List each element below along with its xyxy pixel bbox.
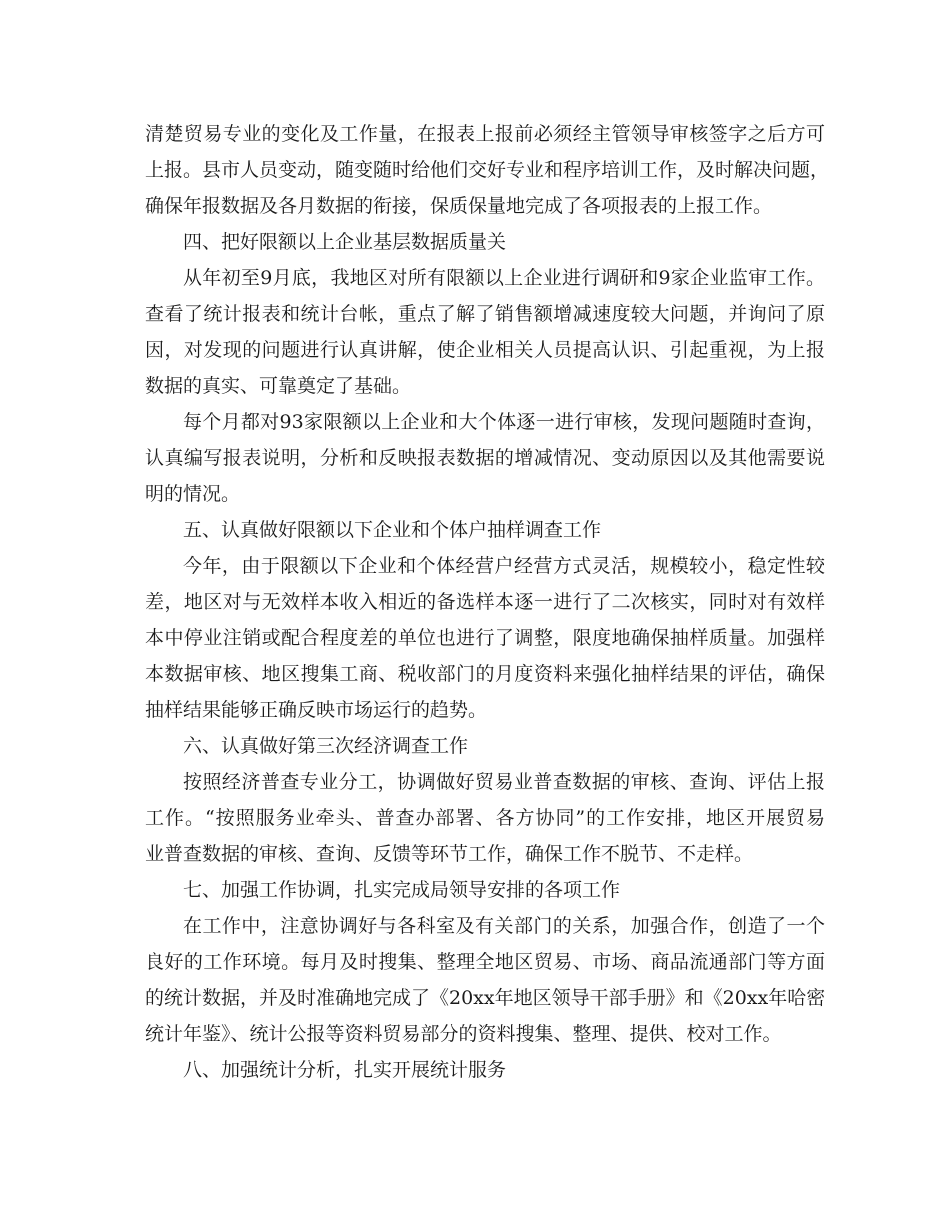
paragraph-line: 按照经济普查专业分工，协调做好贸易业普查数据的审核、查询、评估上报 <box>183 771 825 793</box>
paragraph-line: 差，地区对与无效样本收入相近的备选样本逐一进行了二次核实，同时对有效样 <box>145 591 825 613</box>
paragraph-line: 明的情况。 <box>145 483 241 505</box>
paragraph-line: 良好的工作环境。每月及时搜集、整理全地区贸易、市场、商品流通部门等方面 <box>145 951 825 973</box>
paragraph-line: 确保年报数据及各月数据的衔接，保质保量地完成了各项报表的上报工作。 <box>145 195 773 217</box>
document-body <box>145 116 830 1088</box>
paragraph-line: 今年，由于限额以下企业和个体经营户经营方式灵活，规模较小，稳定性较 <box>183 555 825 577</box>
paragraph-line: 从年初至9月底，我地区对所有限额以上企业进行调研和9家企业监审工作。 <box>183 267 825 289</box>
paragraph-line: 上报。县市人员变动，随变随时给他们交好专业和程序培训工作，及时解决问题， <box>145 159 830 181</box>
paragraph-line: 认真编写报表说明，分析和反映报表数据的增减情况、变动原因以及其他需要说 <box>145 447 825 469</box>
paragraph-line: 每个月都对93家限额以上企业和大个体逐一进行审核，发现问题随时查询， <box>183 411 825 433</box>
section-heading: 七、加强工作协调，扎实完成局领导安排的各项工作 <box>183 879 621 901</box>
section-heading: 六、认真做好第三次经济调查工作 <box>183 735 469 757</box>
paragraph-line: 工作。“按照服务业牵头、普查办部署、各方协同”的工作安排，地区开展贸易 <box>145 807 825 829</box>
section-heading: 五、认真做好限额以下企业和个体户抽样调查工作 <box>183 519 602 541</box>
paragraph-line: 业普查数据的审核、查询、反馈等环节工作，确保工作不脱节、不走样。 <box>145 843 754 865</box>
paragraph-line: 抽样结果能够正确反映市场运行的趋势。 <box>145 699 488 721</box>
paragraph-line: 在工作中，注意协调好与各科室及有关部门的关系，加强合作，创造了一个 <box>183 915 825 937</box>
paragraph-line: 的统计数据，并及时准确地完成了《20xx年地区领导干部手册》和《20xx年哈密 <box>145 987 826 1009</box>
paragraph-line: 查看了统计报表和统计台帐，重点了解了销售额增减速度较大问题，并询问了原 <box>145 303 825 325</box>
paragraph-line: 因，对发现的问题进行认真讲解，使企业相关人员提高认识、引起重视，为上报 <box>145 339 825 361</box>
paragraph-line: 本中停业注销或配合程度差的单位也进行了调整，限度地确保抽样质量。加强样 <box>145 627 825 649</box>
section-heading: 四、把好限额以上企业基层数据质量关 <box>183 231 507 253</box>
paragraph-line: 统计年鉴》、统计公报等资料贸易部分的资料搜集、整理、提供、校对工作。 <box>145 1023 782 1045</box>
paragraph-line: 本数据审核、地区搜集工商、税收部门的月度资料来强化抽样结果的评估，确保 <box>145 663 825 685</box>
paragraph-line: 数据的真实、可靠奠定了基础。 <box>145 375 412 397</box>
paragraph-line: 清楚贸易专业的变化及工作量，在报表上报前必须经主管领导审核签字之后方可 <box>145 123 825 145</box>
section-heading: 八、加强统计分析，扎实开展统计服务 <box>183 1059 507 1081</box>
